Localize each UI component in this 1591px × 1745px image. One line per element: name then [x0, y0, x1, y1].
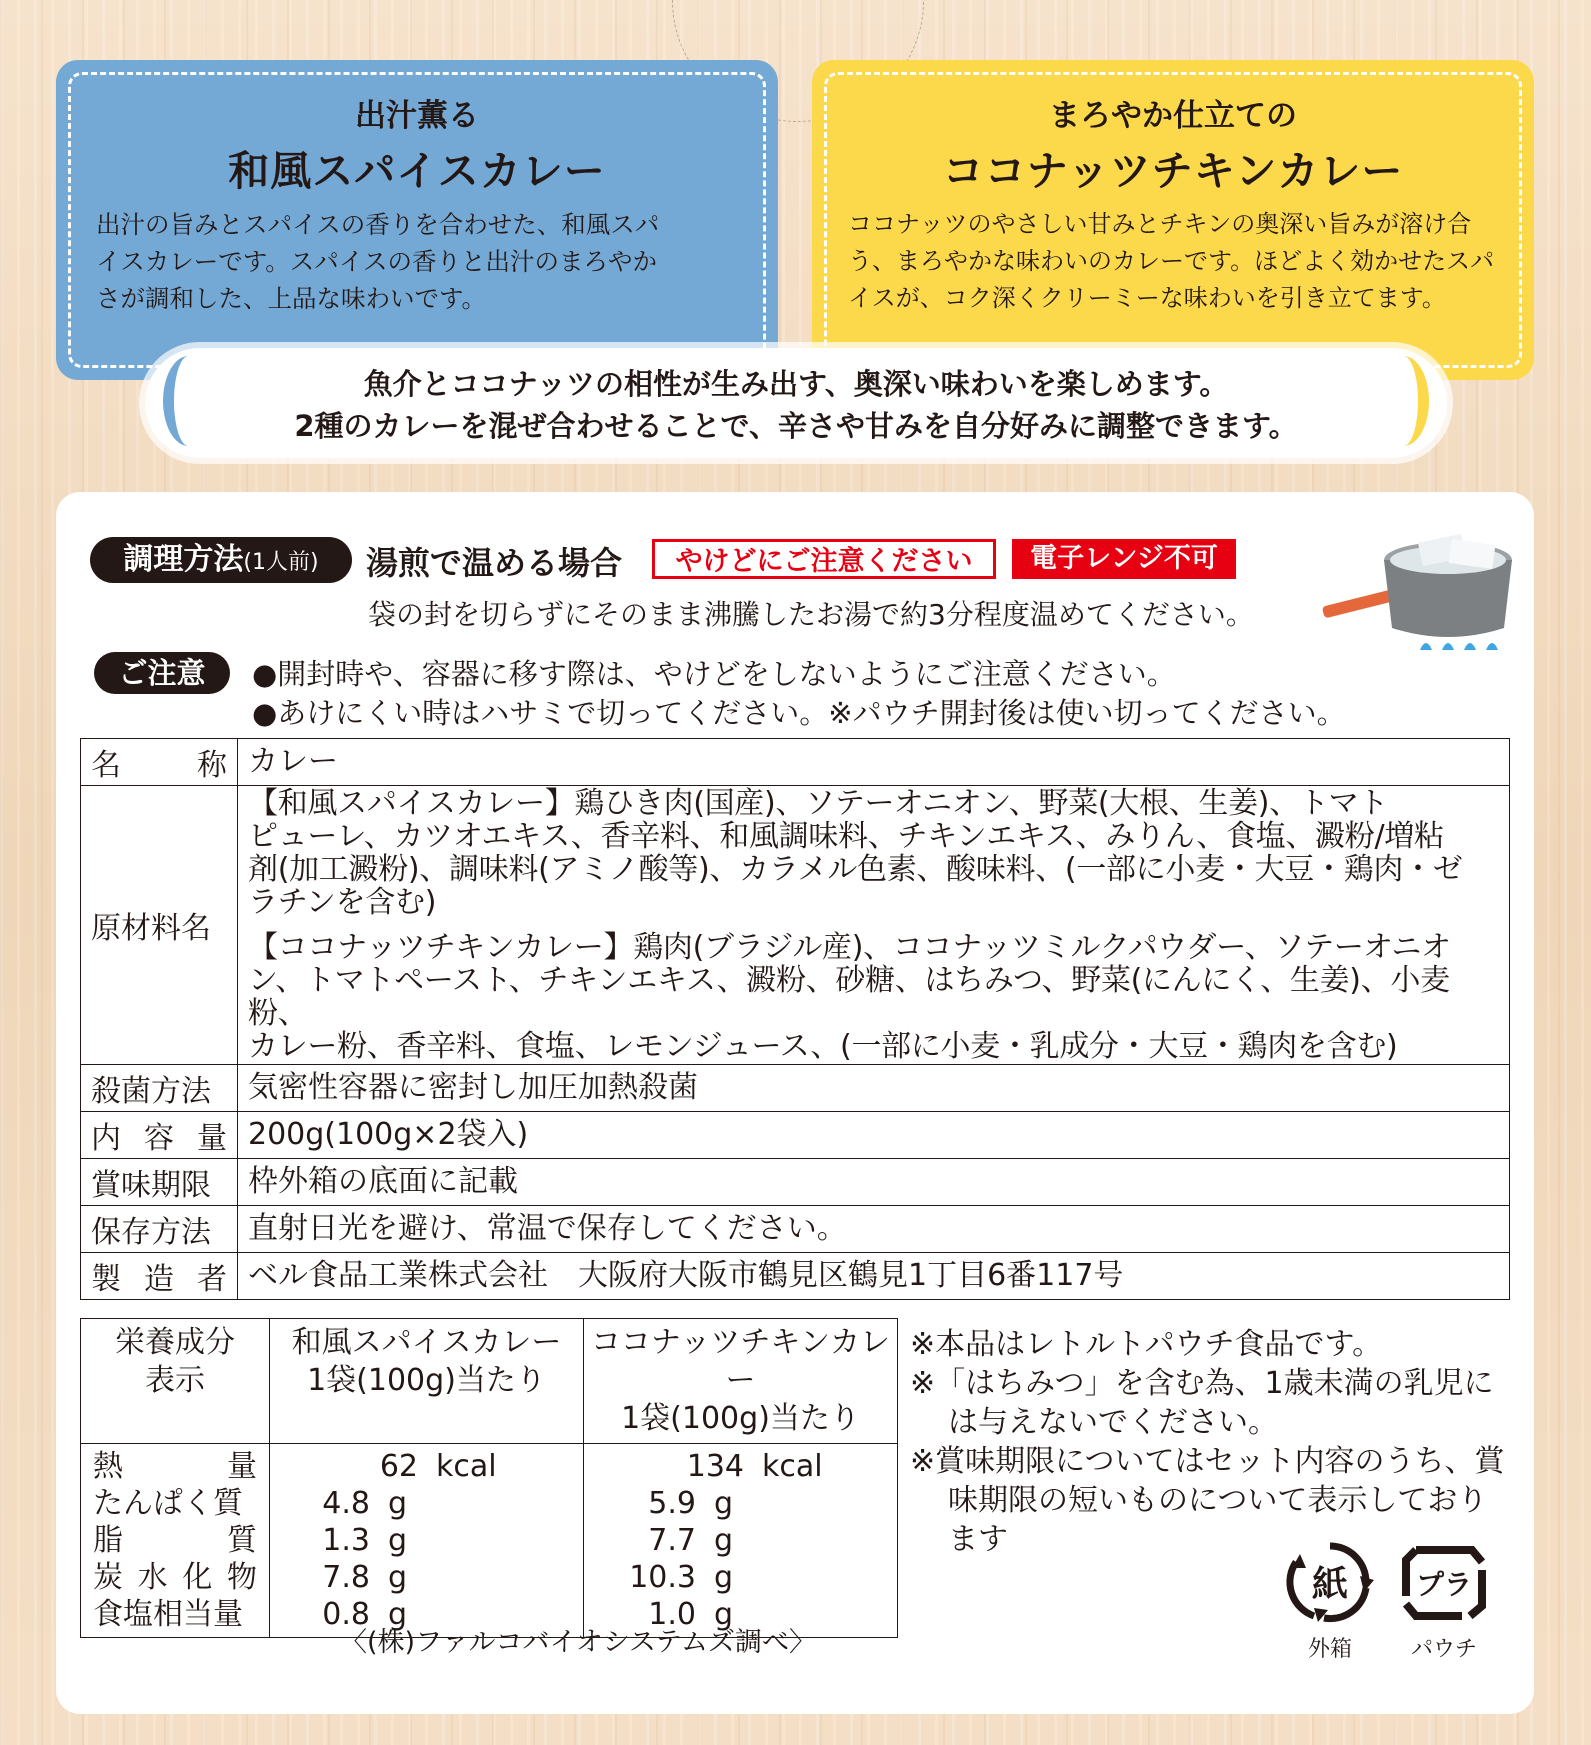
- note: ※「はちみつ」を含む為、1歳未満の乳児には与えないでください。: [910, 1366, 1494, 1440]
- table-row: [81, 1253, 1510, 1300]
- caution-line-1: ●開封時や、容器に移す際は、やけどをしないようにご注意ください。: [252, 657, 1176, 691]
- plastic-label: パウチ: [1410, 1637, 1477, 1662]
- nutrient-name: 食塩相当量: [93, 1597, 243, 1632]
- caution-line-2: ●あけにくい時はハサミで切ってください。※パウチ開封後は使い切ってください。: [252, 696, 1346, 730]
- plastic-recycle-mark: [1394, 1540, 1494, 1663]
- card-title: ココナッツチキンカレー: [942, 147, 1404, 195]
- table-row: [81, 1159, 1510, 1206]
- nutrient-values-wafu: [270, 1444, 584, 1638]
- key-char: 名: [91, 748, 121, 783]
- cooking-instruction: 袋の封を切らずにそのまま沸騰したお湯で約3分程度温めてください。: [368, 598, 1254, 631]
- ingredient-line: 【和風スパイスカレー】鶏ひき肉(国産)、ソテーオニオン、野菜(大根、生姜)、トマト: [248, 786, 1389, 821]
- boiling-pot-icon: [1320, 528, 1540, 658]
- key-char: 称: [197, 748, 227, 783]
- content-value: 200g(100g×2袋入): [238, 1112, 1510, 1159]
- nutrient-value: 134 kcal: [686, 1449, 823, 1484]
- nutrition-col-wafu: [270, 1319, 584, 1444]
- notes: [910, 1325, 1510, 1559]
- cooking-method-title: 湯煎で温める場合: [366, 544, 623, 582]
- ingredient-line: 【ココナッツチキンカレー】鶏肉(ブラジル産)、ココナッツミルクパウダー、ソテーオニオ: [248, 930, 1451, 965]
- maker-value: ベル食品工業株式会社 大阪府大阪市鶴見区鶴見1丁目6番117号: [238, 1253, 1510, 1300]
- nutrition-col-coconut: [584, 1319, 898, 1444]
- sterilize-key: 殺菌方法: [81, 1065, 238, 1112]
- nutrient-value: 1.0 g: [648, 1597, 734, 1632]
- svg-text:紙: 紙: [1311, 1564, 1349, 1605]
- burn-warning-label: やけどにご注意ください: [652, 539, 996, 579]
- nutrient-value: 5.9 g: [648, 1486, 734, 1521]
- ingredient-line: ピューレ、カツオエキス、香辛料、和風調味料、チキンエキス、みりん、食塩、澱粉/増粘: [248, 819, 1444, 854]
- paper-label: 外箱: [1307, 1637, 1352, 1662]
- table-row: [81, 1112, 1510, 1159]
- nutrient-value: 0.8 g: [322, 1597, 408, 1632]
- header-line: ココナッツチキンカレー: [590, 1325, 891, 1398]
- header-line: 1袋(100g)当たり: [307, 1363, 546, 1398]
- table-row: [81, 786, 1510, 1065]
- nutrient-values-coconut: [584, 1444, 898, 1638]
- card-subtitle: まろやか仕立ての: [1049, 98, 1297, 134]
- card-description: [848, 206, 1504, 317]
- card-description-line: 出汁の旨みとスパイスの香りを合わせた、和風スパ: [96, 210, 660, 239]
- name-key: [81, 739, 238, 786]
- nutrient-value: 7.7 g: [648, 1523, 734, 1558]
- nutrient-value: 62 kcal: [379, 1449, 497, 1484]
- storage-value: 直射日光を避け、常温で保存してください。: [238, 1206, 1510, 1253]
- card-description-line: イスカレーです。スパイスの香りと出汁のまろやか: [96, 247, 658, 276]
- card-description-line: う、まろやかな味わいのカレーです。ほどよく効かせたスパ: [848, 247, 1495, 275]
- ingredients-wafu: [248, 787, 1499, 919]
- no-microwave-label: 電子レンジ不可: [1012, 539, 1236, 579]
- cooking-badge-sub: (1人前): [243, 550, 319, 575]
- ingredients-value: [238, 786, 1510, 1065]
- paper-recycle-icon: [1284, 1540, 1376, 1626]
- card-subtitle: 出汁薫る: [355, 98, 479, 134]
- expiry-value: 枠外箱の底面に記載: [238, 1159, 1510, 1206]
- paper-recycle-mark: [1280, 1540, 1380, 1663]
- ingredient-line: カレー粉、香辛料、食塩、レモンジュース、(一部に小麦・乳成分・大豆・鶏肉を含む): [248, 1029, 1398, 1064]
- key-char: 者: [197, 1262, 227, 1297]
- nutrient-name: 脂 質: [93, 1523, 257, 1558]
- nutrition-header-row: [81, 1319, 898, 1444]
- nutrient-value: 4.8 g: [322, 1486, 408, 1521]
- table-row: [81, 1065, 1510, 1112]
- combination-banner: [145, 348, 1447, 458]
- cooking-badge-label: 調理方法: [123, 542, 244, 577]
- ingredient-line: ン、トマトペースト、チキンエキス、澱粉、砂糖、はちみつ、野菜(にんにく、生姜)、小麦粉、: [248, 963, 1450, 1031]
- coconut-curry-card: [812, 60, 1534, 380]
- key-char: 製: [91, 1262, 121, 1297]
- header-line: 和風スパイスカレー: [291, 1325, 562, 1360]
- header-line: 表示: [145, 1363, 205, 1398]
- plastic-recycle-icon: [1398, 1540, 1490, 1626]
- table-row: [81, 1206, 1510, 1253]
- banner-line-2: 2種のカレーを混ぜ合わせることで、辛さや甘みを自分好みに調整できます。: [294, 409, 1298, 443]
- card-title: 和風スパイスカレー: [228, 147, 606, 195]
- sterilize-value: 気密性容器に密封し加圧加熱殺菌: [238, 1065, 1510, 1112]
- svg-text:プラ: プラ: [1415, 1568, 1473, 1601]
- nutrition-source: 〈(株)ファルコバイオシステムズ調べ〉: [340, 1627, 817, 1658]
- nutrition-body-row: [81, 1444, 898, 1638]
- ingredient-line: ラチンを含む): [248, 885, 437, 920]
- key-char: 内: [91, 1121, 121, 1156]
- storage-key: 保存方法: [81, 1206, 238, 1253]
- expiry-key: 賞味期限: [81, 1159, 238, 1206]
- nutrient-name: 炭 水 化 物: [93, 1560, 257, 1595]
- nutrient-names: [81, 1444, 270, 1638]
- cooking-method-badge: [90, 537, 352, 583]
- wafu-curry-card: [56, 60, 778, 380]
- card-description-line: ココナッツのやさしい甘みとチキンの奥深い旨みが溶け合: [848, 210, 1472, 238]
- nutrient-value: 7.8 g: [322, 1560, 408, 1595]
- note: ※賞味期限についてはセット内容のうち、賞味期限の短いものについて表示しております: [910, 1444, 1505, 1557]
- nutrient-name: たんぱく質: [93, 1486, 243, 1521]
- note: ※本品はレトルトパウチ食品です。: [910, 1327, 1383, 1362]
- ingredients-coconut: [248, 931, 1499, 1063]
- ingredient-line: 剤(加工澱粉)、調味料(アミノ酸等)、カラメル色素、酸味料、(一部に小麦・大豆・鶏肉・ゼ: [248, 852, 1463, 887]
- key-char: 造: [144, 1262, 174, 1297]
- card-description-line: さが調和した、上品な味わいです。: [96, 284, 487, 313]
- content-key: [81, 1112, 238, 1159]
- maker-key: [81, 1253, 238, 1300]
- ingredients-key: 原材料名: [81, 786, 238, 1065]
- key-char: 容: [144, 1121, 174, 1156]
- header-line: 栄養成分: [115, 1325, 235, 1360]
- card-description: [96, 206, 748, 317]
- nutrition-head: [81, 1319, 270, 1444]
- nutrient-value: 1.3 g: [322, 1523, 408, 1558]
- caution-badge: ご注意: [94, 652, 230, 694]
- card-description-line: イスが、コク深くクリーミーな味わいを引き立てます。: [848, 284, 1446, 312]
- header-line: 1袋(100g)当たり: [621, 1401, 860, 1436]
- nutrient-name: 熱 量: [93, 1449, 257, 1484]
- banner-line-1: 魚介とココナッツの相性が生み出す、奥深い味わいを楽しめます。: [363, 367, 1229, 401]
- name-value: カレー: [238, 739, 1510, 786]
- table-row: [81, 739, 1510, 786]
- nutrition-table: [80, 1318, 898, 1638]
- nutrient-value: 10.3 g: [629, 1560, 734, 1595]
- key-char: 量: [197, 1121, 227, 1156]
- product-info-table: [80, 738, 1510, 1300]
